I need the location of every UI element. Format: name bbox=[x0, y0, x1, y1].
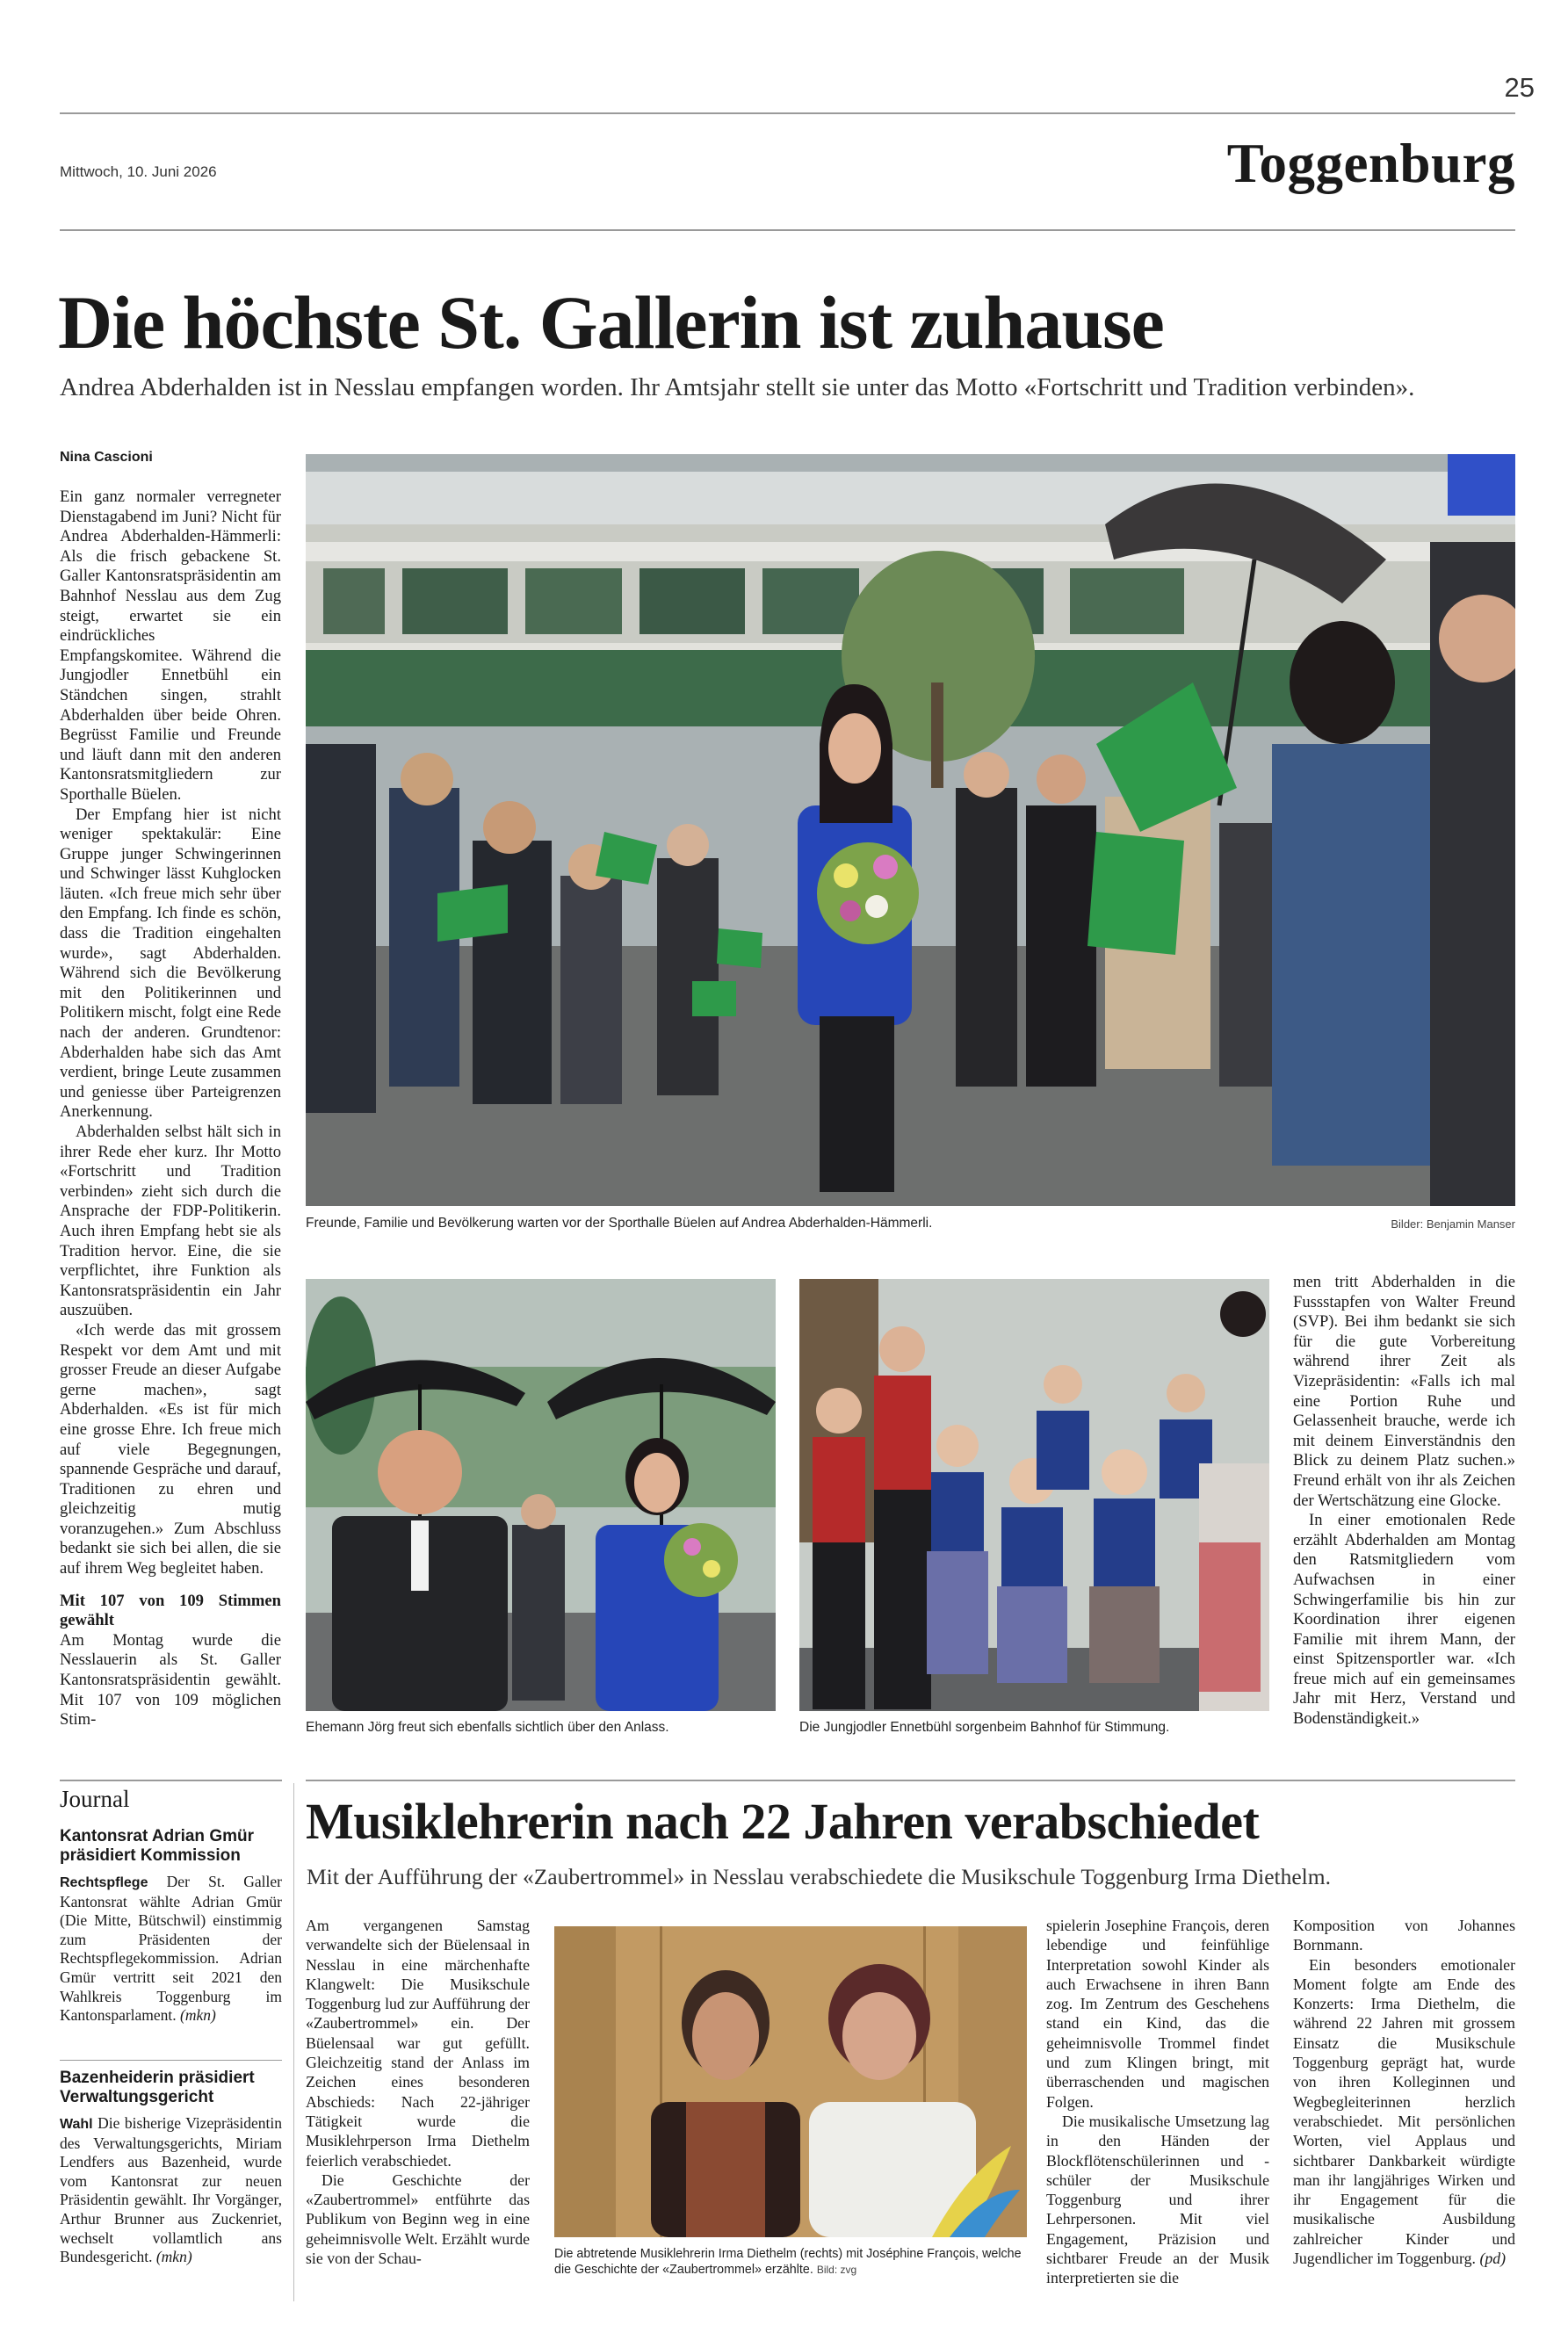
photo-musiklehrerin-caption bbox=[554, 2246, 1027, 2278]
second-headline: Musiklehrerin nach 22 Jahren verabschiedet bbox=[306, 1793, 1260, 1850]
paragraph: Die musikalische Umsetzung lag in den Händen der Blockflötenschülerinnen und -schüler der Musikschule Toggenburg und ihrer Lehrpersonen. Mit viel Engagement, Präzision und sichtbarer Freude an der Musik interpretierten sie die bbox=[1046, 2112, 1269, 2287]
journal-item-body bbox=[60, 1873, 282, 2026]
header-rule bbox=[60, 229, 1515, 231]
paragraph: Die Geschichte der «Zaubertrommel» entführte das Publikum von Beginn weg in eine geheimnisvolle Welt. Erzählt wurde sie von der Schau- bbox=[306, 2170, 531, 2268]
main-photo-reception bbox=[306, 454, 1515, 1206]
caption-text: Die abtretende Musiklehrerin Irma Diethelm (rechts) mit Joséphine François, welche die Geschichte der «Zaubertrommel» erzählte. bbox=[554, 2247, 1022, 2277]
column-divider bbox=[293, 1783, 294, 2301]
author-byline: Nina Cascioni bbox=[60, 450, 153, 465]
main-headline: Die höchste St. Gallerin ist zuhause bbox=[58, 280, 1164, 365]
paragraph: Komposition von Johannes Bornmann. bbox=[1293, 1917, 1515, 1954]
paragraph bbox=[1293, 1955, 1515, 2269]
paragraph: Abderhalden selbst hält sich in ihrer Rede eher kurz. Ihr Motto «Fortschritt und Tradition verbinden» zieht sich durch die Ansprache der FDP-Politikerin. Auch ihren Empfang hebt sie als Tradition hervor. Eine, die sie verpflichtet, ihre Funktion als Kantonsratspräsidentin ein Jahr auszuüben. bbox=[60, 1123, 281, 1320]
journal-sign: (mkn) bbox=[155, 2248, 192, 2266]
second-article-rule bbox=[306, 1780, 1515, 1781]
main-lead: Andrea Abderhalden ist in Nesslau empfangen worden. Ihr Amtsjahr stellt sie unter das Motto «Fortschritt und Tradition verbinden». bbox=[60, 373, 1415, 401]
photo-husband-joerg bbox=[306, 1279, 776, 1711]
paragraph: men tritt Abderhalden in die Fussstapfen von Walter Freund (SVP). Bei ihm bedankt sie sich für die gute Vorbereitung während ihrer Zeit als Vizepräsidentin: «Falls ich mal eine Portion Ruhe und Gelassenheit brauche, werde ich mit deinem Einverständnis den Blick zu deinem Platz suchen.» Freund erhält von ihr als Zeichen der Wertschätzung eine Glocke. bbox=[1293, 1273, 1515, 1510]
journal-item bbox=[60, 2069, 282, 2267]
article-sign: (pd) bbox=[1479, 2250, 1507, 2268]
main-article-column-2 bbox=[1293, 1273, 1515, 1730]
paragraph: «Ich werde das mit grossem Respekt vor dem Amt und mit grosser Freude an dieser Aufgabe gerne machen», sagt Abderhalden. «Es ist für mich eine grosse Ehre. Ich freue mich auf viele Begegnungen, spannende Gespräche und darauf, Traditionen zu ehren und gleichzeitig mutig voranzugehen.» Zum Abschluss bedankt sie sich bei allen, die sie auf ihrem Weg begleitet haben. bbox=[60, 1320, 281, 1578]
issue-date: Mittwoch, 10. Juni 2026 bbox=[60, 163, 217, 180]
journal-item bbox=[60, 1827, 282, 2026]
paragraph-text: Ein besonders emotionaler Moment folgte am Ende des Konzerts: Irma Diethelm, die während 22 Jahren mit grossem Einsatz die Musikschule Toggenburg geprägt hat, wurde von ihren Kolleginnen und Wegbegleiterinnen herzlich verabschiedet. Mit persönlichen Worten, viel Applaus und sichtbarer Dankbarkeit würdigte man ihr langjähriges Wirken und ihr Engagement für die musikalische Ausbildung zahlreicher Kinder und Jugendlicher im Toggenburg. bbox=[1293, 1955, 1515, 2268]
journal-keyword: Wahl bbox=[60, 2117, 93, 2132]
section-title: Toggenburg bbox=[1226, 133, 1515, 194]
second-article-column-2 bbox=[1046, 1916, 1269, 2288]
paragraph: Ein ganz normaler verregneter Dienstagabend im Juni? Nicht für Andrea Abderhalden-Hämmerli: Als die frisch gebackene St. Galler Kantonsratspräsidentin am Bahnhof Nesslau aus dem Zug steigt, erwartet sie ein eindrückliches Empfangskomitee. Während die Jungjodler Ennetbühl ein Ständchen singen, strahlt Abderhalden über beide Ohren. Begrüsst Familie und Freunde und läuft dann mit den anderen Kantonsratsmitgliedern zur Sporthalle Büelen. bbox=[60, 488, 281, 804]
journal-item-headline: Kantonsrat Adrian Gmür präsidiert Kommission bbox=[60, 1827, 254, 1865]
photo-jungjodler bbox=[799, 1279, 1269, 1711]
main-article-column-1 bbox=[60, 488, 281, 1730]
second-lead: Mit der Aufführung der «Zaubertrommel» in Nesslau verabschiedete die Musikschule Toggenburg Irma Diethelm. bbox=[307, 1864, 1331, 1889]
photo-musiklehrerin bbox=[554, 1926, 1027, 2237]
journal-rule bbox=[60, 1780, 282, 1781]
photo-jungjodler-caption: Die Jungjodler Ennetbühl sorgenbeim Bahnhof für Stimmung. bbox=[799, 1720, 1170, 1735]
journal-item-headline: Bazenheiderin präsidiert Verwaltungsgericht bbox=[60, 2069, 255, 2106]
subheading: Mit 107 von 109 Stimmen gewählt bbox=[60, 1591, 281, 1630]
journal-title: Journal bbox=[60, 1786, 130, 1812]
paragraph: Der Empfang hier ist nicht weniger spektakulär: Eine Gruppe junger Schwingerinnen und Schwinger lässt Kuhglocken läuten. «Ich freue mich sehr über den Empfang. Ich finde es schön, dass die Tradition eingehalten wurde», sagt Abderhalden. Während sich die Bevölkerung mit den Politikerinnen und Politikern mischt, folgt eine Rede nach der anderen. Grundtenor: Abderhalden habe sich das Amt verdient, bringe Leute zusammen und geniesse über Parteigrenzen Anerkennung. bbox=[60, 805, 281, 1122]
main-photo-caption: Freunde, Familie und Bevölkerung warten vor der Sporthalle Büelen auf Andrea Abderhalden-Hämmerli. bbox=[306, 1216, 933, 1231]
journal-item-divider bbox=[60, 2060, 282, 2061]
top-rule bbox=[60, 112, 1515, 114]
journal-keyword: Rechtspflege bbox=[60, 1875, 148, 1890]
second-article-column-1 bbox=[306, 1916, 530, 2268]
paragraph: spielerin Josephine François, deren lebendige und feinfühlige Interpretation sowohl Kinder als auch Erwachsene in ihren Bann zog. Im Zentrum des Geschehens stand ein Kind, das die geheimnisvolle Trommel findet und zum Klingen bringt, mit überraschenden und magischen Folgen. bbox=[1046, 1917, 1269, 2111]
journal-sign: (mkn) bbox=[180, 2006, 216, 2025]
paragraph: Am Montag wurde die Nesslauerin als St. Galler Kantonsratspräsidentin gewählt. Mit 107 von 109 möglichen Stim- bbox=[60, 1630, 281, 1730]
paragraph: Am vergangenen Samstag verwandelte sich der Büelensaal in Nesslau in eine märchenhafte Klangwelt: Die Musikschule Toggenburg lud zur Aufführung der «Zaubertrommel» ein. Der Büelensaal war gut gefüllt. Gleichzeitig stand der Anlass im Zeichen eines besonderen Abschieds: Nach 22-jähriger Tätigkeit wurde die Musiklehrperson Irma Diethelm feierlich verabschiedet. bbox=[306, 1917, 530, 2170]
photo-credit: Bild: zvg bbox=[816, 2264, 857, 2276]
photo-husband-caption: Ehemann Jörg freut sich ebenfalls sichtlich über den Anlass. bbox=[306, 1720, 669, 1735]
journal-text: Der St. Galler Kantonsrat wählte Adrian Gmür (Die Mitte, Bütschwil) einstimmig zum Präsidenten der Rechtspflegekommission. Adrian Gmür vertritt seit 2021 den Wahlkreis Toggenburg im Kantonsparlament. bbox=[60, 1873, 282, 2025]
second-article-column-3 bbox=[1293, 1916, 1515, 2268]
photo-credit: Bilder: Benjamin Manser bbox=[1391, 1217, 1515, 1231]
paragraph: In einer emotionalen Rede erzählt Abderhalden am Montag den Ratsmitgliedern vom Aufwachsen in einer Schwingerfamilie bis hin zur Koordination ihrer eigenen Familie mit ihrem Mann, der einst Spitzensportler war. «Ich freue mich auf ein gemeinsames Jahr mit Herz, Verstand und Bodenständigkeit.» bbox=[1293, 1511, 1515, 1729]
page-number: 25 bbox=[1504, 72, 1535, 103]
journal-text: Die bisherige Vizepräsidentin des Verwaltungsgerichts, Miriam Lendfers aus Bazenheid, wurde vom Kantonsrat zur neuen Präsidentin gewählt. Ihr Vorgänger, Arthur Brunner aus Zuckenriet, wechselt vollamtlich ans Bundesgericht. bbox=[60, 2114, 283, 2266]
journal-item-body bbox=[60, 2114, 282, 2267]
